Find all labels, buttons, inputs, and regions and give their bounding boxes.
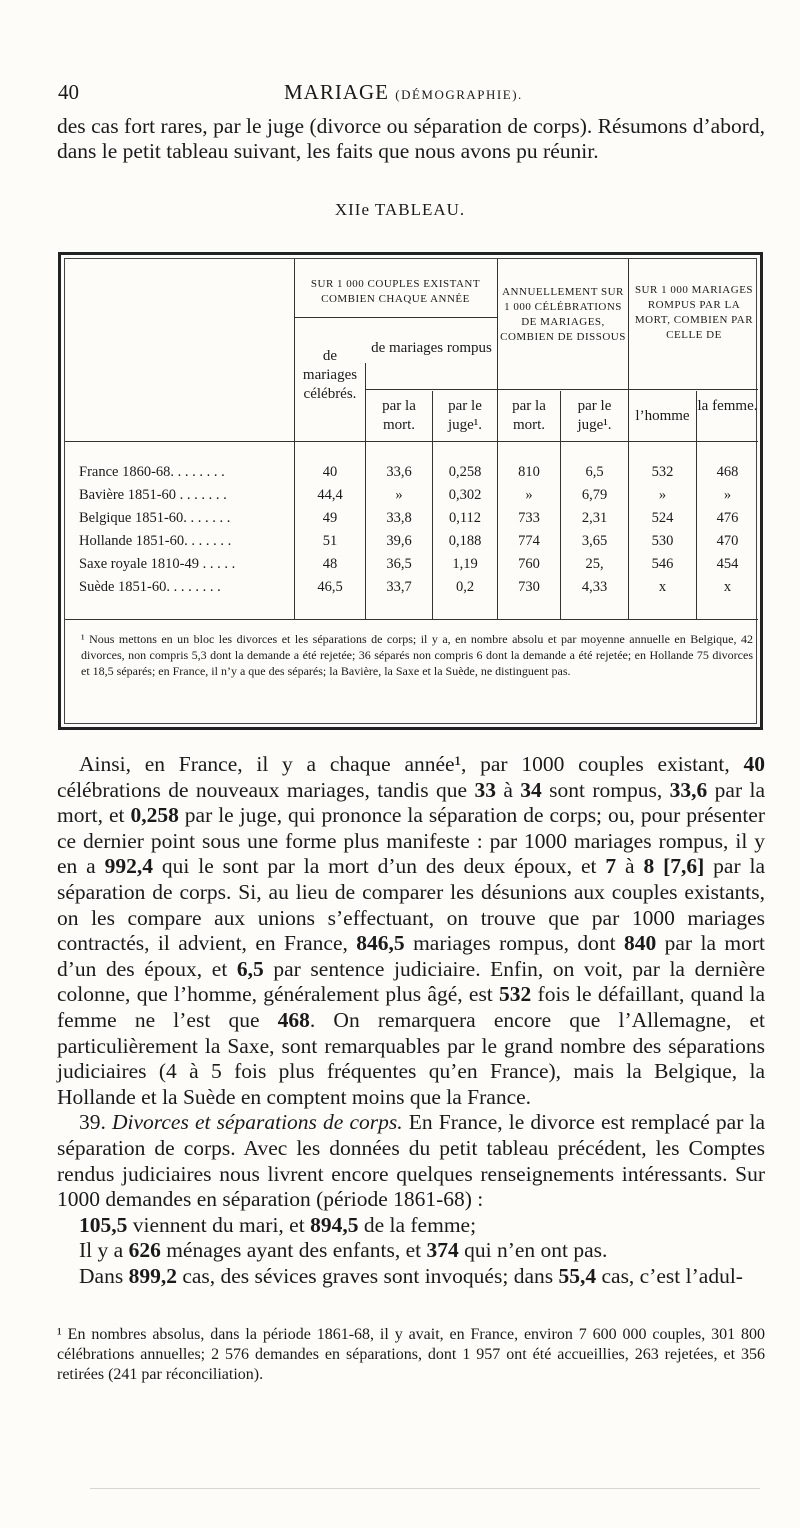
cell-mort-2: 730 <box>518 579 540 595</box>
cell-homme: 532 <box>651 464 674 480</box>
bold-number: 626 <box>128 1238 161 1263</box>
cell-juge: 0,2 <box>455 579 475 595</box>
cell-celebres: 51 <box>322 533 338 549</box>
cell-juge: 0,112 <box>448 510 482 526</box>
cell-mort: 36,5 <box>386 556 412 572</box>
text-run: Dans <box>79 1263 129 1288</box>
body-bottom-rule <box>65 619 758 620</box>
page-footnote: ¹ En nombres absolus, dans la période 1861-68, il y avait, en France, environ 7 600 000 couples, 301 800 célébrations annuelles; 2 576 demandes en séparations, dont 1 957 ont été accueillies, 263 rejetées, et 356 retirées (241 par réconciliation). <box>57 1326 765 1383</box>
text-run: qui le sont par la mort d’un des deux époux, et <box>153 854 606 879</box>
bold-number: 374 <box>426 1238 459 1263</box>
cell-mort: 33,8 <box>386 510 412 526</box>
header-mariages-celebres: de mariages célébrés. <box>302 348 358 402</box>
text-run: cas, c’est l’adul- <box>596 1263 743 1288</box>
header-rule <box>365 389 497 390</box>
header-par-mort-2: par la mort. <box>512 398 546 433</box>
cell-mort-2: 810 <box>518 464 540 480</box>
cell-femme: 468 <box>716 464 739 480</box>
row-country: Hollande 1851-60. . . . . . . <box>79 533 232 549</box>
intro-paragraph: des cas fort rares, par le juge (divorce ou séparation de corps). Résumons d’abord, dans le petit tableau suivant, les faits que nous avons pu réunir. <box>57 114 765 163</box>
text-run: par la mort d’un des époux, et <box>57 931 766 981</box>
bold-number: 33 <box>474 777 496 802</box>
text-run: En France, le divorce est remplacé par la séparation de corps. Avec les données du petit tableau précédent, les Comptes rendus judiciaires nous livrent encore quelques renseignements intéressants. Sur 1000 demandes en séparation (période 1861-68) : <box>57 1110 765 1212</box>
text-run: de la femme; <box>358 1212 477 1237</box>
bold-number: 840 <box>623 931 657 956</box>
bleed-through-line <box>90 1488 760 1489</box>
table-row <box>65 510 756 532</box>
header-homme: l’homme <box>635 408 690 424</box>
cell-femme: x <box>723 579 732 595</box>
cell-juge: 0,188 <box>448 533 482 549</box>
header-rule <box>294 317 497 318</box>
text-run: Ainsi, en France, il y a chaque année¹, par 1000 couples existant, <box>79 752 744 776</box>
bold-number: 40 <box>743 752 765 776</box>
cell-mort-2: 733 <box>518 510 540 526</box>
body-text <box>57 752 765 1289</box>
bold-number: 894,5 <box>310 1212 359 1237</box>
bold-number: 8 [7,6] <box>643 854 705 879</box>
cell-juge: 0,302 <box>448 487 482 503</box>
running-title-sub: (DÉMOGRAPHIE). <box>395 87 523 102</box>
cell-juge-2: 6,5 <box>585 464 604 480</box>
header-par-mort: par la mort. <box>382 398 416 433</box>
header-femme: la femme. <box>697 398 758 414</box>
cell-homme: » <box>658 487 667 503</box>
row-country: Suède 1851-60. . . . . . . . <box>79 579 221 595</box>
bold-number: 992,4 <box>104 854 153 879</box>
cell-juge-2: 4,33 <box>581 579 608 595</box>
header-bottom-rule <box>65 441 758 442</box>
table-inner-frame <box>64 258 757 724</box>
text-run: ménages ayant des enfants, et <box>160 1238 427 1263</box>
bold-number: 55,4 <box>558 1263 597 1288</box>
cell-mort: 33,6 <box>386 464 412 480</box>
cell-mort-2: 760 <box>518 556 540 572</box>
bold-number: 33,6 <box>669 777 708 802</box>
row-country: Belgique 1851-60. . . . . . . <box>79 510 231 526</box>
text-run: à <box>616 854 644 879</box>
cell-celebres: 44,4 <box>317 487 343 503</box>
text-run: par la mort, et <box>57 777 766 828</box>
cell-celebres: 46,5 <box>317 579 343 595</box>
cell-juge-2: 2,31 <box>581 510 608 526</box>
page-number: 40 <box>58 80 79 104</box>
table-row <box>65 579 756 601</box>
text-run: cas, des sévices graves sont invoqués; dans <box>176 1263 559 1288</box>
text-run: mariages rompus, dont <box>404 931 624 956</box>
cell-celebres: 48 <box>322 556 338 572</box>
text-run: viennent du mari, et <box>127 1212 311 1237</box>
cell-mort: » <box>395 487 403 503</box>
header-par-juge-2: par le juge¹. <box>577 398 612 433</box>
cell-homme: 530 <box>651 533 674 549</box>
bold-number: 468 <box>277 1007 310 1032</box>
data-table <box>58 252 763 730</box>
paragraph-main <box>57 752 765 1110</box>
cell-femme: 476 <box>716 510 739 526</box>
cell-femme: 470 <box>716 533 739 549</box>
table-row <box>65 464 756 486</box>
cell-mort: 39,6 <box>386 533 412 549</box>
table-row <box>65 487 756 509</box>
text-run: par sentence judiciaire. Enfin, on voit, par la dernière colonne, que l’homme, généralement plus âgé, est <box>57 956 765 1007</box>
paragraph-section-39 <box>57 1110 765 1212</box>
text-run: sont rompus, <box>541 777 670 802</box>
cell-celebres: 40 <box>322 464 338 480</box>
running-head <box>58 80 748 108</box>
text-run: à <box>495 777 521 802</box>
header-group-rompus: SUR 1 000 MARIAGES ROMPUS PAR LA MORT, COMBIEN PAR CELLE DE <box>634 284 754 341</box>
cell-femme: 454 <box>716 556 739 572</box>
cell-celebres: 49 <box>322 510 338 526</box>
header-mariages-rompus: de mariages rompus <box>371 340 492 356</box>
header-rule <box>628 389 758 390</box>
running-title-main: MARIAGE <box>284 80 389 104</box>
paragraph-menages <box>57 1238 765 1264</box>
text-run: fois le défaillant, quand la femme ne l’est que <box>57 982 765 1032</box>
row-country: France 1860-68. . . . . . . . <box>79 464 225 480</box>
text-run: Il y a <box>79 1238 129 1263</box>
bold-number: 0,258 <box>130 803 179 828</box>
bold-number: 34 <box>520 777 542 802</box>
cell-mort-2: 774 <box>518 533 540 549</box>
cell-homme: 546 <box>651 556 674 572</box>
header-group-couples: SUR 1 000 COUPLES EXISTANT COMBIEN CHAQUE ANNÉE <box>310 278 481 305</box>
section-number: 39. <box>79 1110 106 1135</box>
paragraph-sevices <box>57 1264 765 1290</box>
section-title: Divorces et séparations de corps. <box>112 1110 403 1135</box>
cell-juge-2: 6,79 <box>581 487 608 503</box>
bold-number: 899,2 <box>128 1263 177 1288</box>
table-row <box>65 533 756 555</box>
bold-number: 7 <box>605 854 617 879</box>
cell-mort: 33,7 <box>386 579 412 595</box>
text-run: célébrations de nouveaux mariages, tandis que <box>57 777 475 802</box>
table-title: XIIe TABLEAU. <box>334 200 466 219</box>
bold-number: 6,5 <box>236 956 264 981</box>
row-country: Saxe royale 1810-49 . . . . . <box>79 556 236 572</box>
cell-juge-2: 25, <box>585 556 604 572</box>
table-footnote: ¹ Nous mettons en un bloc les divorces et les séparations de corps; il y a, en nombre absolu et par moyenne annuelle en Belgique, 42 divorces, non compris 5,3 dont la demande a été rejetée; 36 séparés non compris 6 dont la demande a été rejetée; en Hollande 75 divorces et 18,5 séparés; en France, il n’y a que des séparés; la Bavière, la Saxe et la Suède, ne distinguent pas. <box>81 632 753 678</box>
text-run: par le juge, qui prononce la séparation de corps; ou, pour présenter ce dernier point sous une forme plus manifeste : par 1000 mariages rompus, il y en a <box>57 803 766 879</box>
bold-number: 846,5 <box>356 931 405 956</box>
text-run: . On remarquera encore que l’Allemagne, et particulièrement la Saxe, sont remarquables par le grand nombre des séparations judiciaires (4 à 5 fois plus fréquentes qu’en France), mais la Belgique, la Hollande et la Suède en comptent moins que la France. <box>57 1007 765 1109</box>
paragraph-demandes <box>57 1213 765 1239</box>
bold-number: 532 <box>499 982 532 1007</box>
header-rule <box>497 389 628 390</box>
table-row <box>65 556 756 578</box>
cell-mort-2: » <box>525 487 533 503</box>
header-par-juge: par le juge¹. <box>447 398 483 433</box>
header-group-celebrations: ANNUELLEMENT SUR 1 000 CÉLÉBRATIONS DE MARIAGES, COMBIEN DE DISSOUS <box>500 286 626 343</box>
cell-juge-2: 3,65 <box>581 533 608 549</box>
cell-homme: x <box>658 579 667 595</box>
cell-juge: 0,258 <box>448 464 482 480</box>
running-title <box>284 80 523 105</box>
cell-homme: 524 <box>651 510 674 526</box>
cell-juge: 1,19 <box>452 556 478 572</box>
bold-number: 105,5 <box>79 1212 128 1237</box>
text-run: qui n’en ont pas. <box>458 1238 608 1263</box>
row-country: Bavière 1851-60 . . . . . . . <box>79 487 227 503</box>
text-run: par la séparation de corps. Si, au lieu de comparer les désunions aux couples existants, on les compare aux unions s’effectuant, on trouve que par 1000 mariages contractés, il advient, en France, <box>57 854 766 956</box>
cell-femme: » <box>723 487 732 503</box>
